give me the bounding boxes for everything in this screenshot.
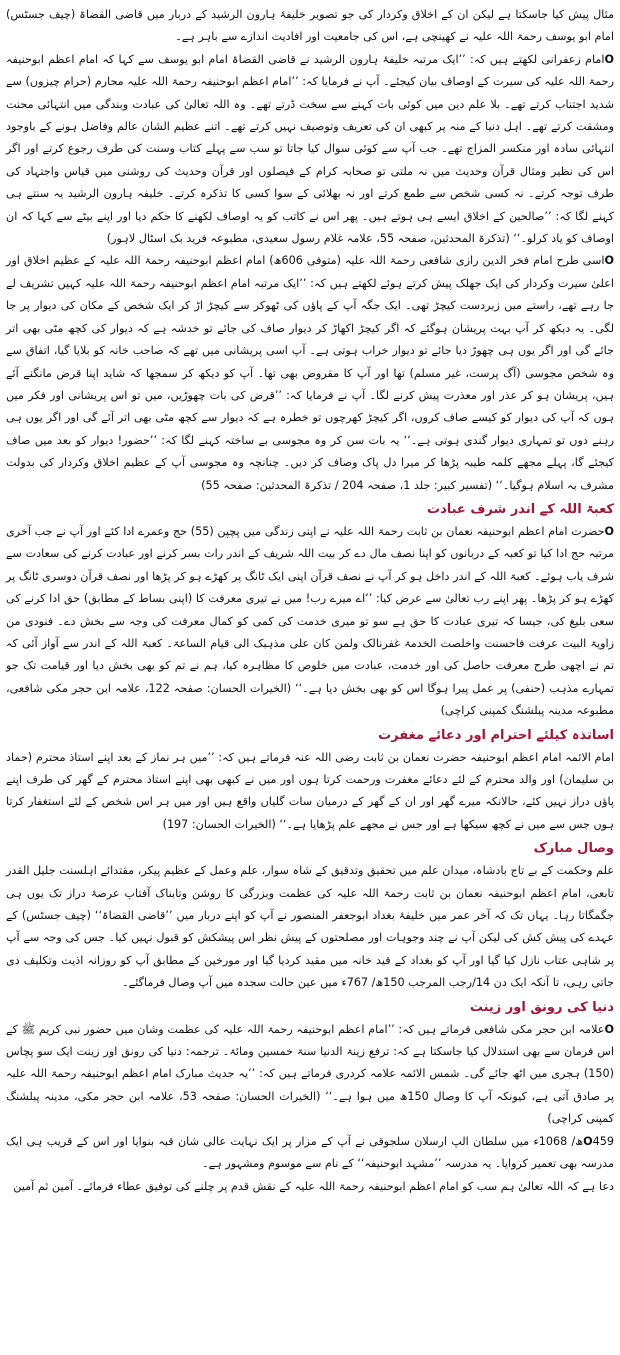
asatiza-paragraph	[6, 747, 614, 837]
paragraph-text: علم وحکمت کے بے تاج بادشاہ، میدان علم میں تحقیق وتدقیق کے شاہ سوار، علم وعمل کے عظیم پیکر، مقتدائے اہلسنت جلیل القدر تابعی، امام اعظم ابوحنیفہ نعمان بن ثابت رحمۃ اللہ علیہ کی عظمت وبزرگی کا روشن وتابناک آفتاب عرصۂ دراز تک یوں ہی جگمگاتا رہا۔ یہاں تک کہ آخر عمر میں خلیفۂ بغداد ابوجعفر المنصور نے آپ کو اپنے دربار میں ’’قاضی القضاۃ‘‘ (چیف جسٹس) کے عہدے کی پیش کش کی لیکن آپ نے چند وجوہات اور مصلحتوں کے پیش نظر اس پیشکش کو قبول نہیں کیا۔ جس کی وجہ سے آپ پر شاہی عتاب نازل کیا گیا اور آپ کو بغداد کے قید خانہ میں مقید کردیا گیا اور مورخین کے مطابق آپ کو روزانہ اذیت وتکلیف دی جاتی رہی، تا آنکہ ایک دن 14/رجب المرجب 150ھ/ 767ء میں عین حالت سجدہ میں آپ وصال فرماگئے۔	[6, 864, 614, 990]
heading-kaaba: کعبۃ اللہ کے اندر شرف عبادت	[427, 501, 614, 517]
bullet-ring-icon: O	[604, 1022, 614, 1036]
zafrani-paragraph	[6, 49, 614, 251]
paragraph-text: 459ھ/ 1068ء میں سلطان الپ ارسلان سلجوقی نے آپ کے مزار پر ایک نہایت عالی شان قبہ بنوایا اور اس کے قریب ہی ایک مدرسہ بھی تعمیر کروایا۔ یہ مدرسہ ’’مشہد ابوحنیفہ‘‘ کے نام سے موسوم ومشہور ہے۔	[6, 1134, 614, 1171]
heading-wisal: وصال مبارک	[533, 841, 614, 857]
dua-paragraph	[6, 1176, 614, 1198]
paragraph-text: مثال پیش کیا جاسکتا ہے لیکن ان کے اخلاق وکردار کی جو تصویر خلیفۂ ہارون الرشید کے دربار میں قاضی القضاۃ (چیف جسٹس) امام ابو یوسف رحمۃ اللہ علیہ نے کھینچی ہے، اس کی جامعیت اور افادیت اندازے سے باہر ہے۔	[6, 8, 614, 44]
paragraph-text: حضرت امام اعظم ابوحنیفہ نعمان بن ثابت رحمۃ اللہ علیہ نے اپنی زندگی میں پچپن (55) حج وعمرے ادا کئے اور آپ نے جب آخری مرتبہ حج ادا کیا تو کعبہ کے دربانوں کو اپنا نصف مال دے کر بیت اللہ شریف کے اندر رات بسر کرنے اور عبادت کرنے کی سعادت سے شرف یاب ہوئے۔ کعبۃ اللہ کے اندر داخل ہو کر آپ نے نصف قرآن اپنی ایک ٹانگ پر کھڑے ہو کر پڑھا اور نصف قرآن دوسری ٹانگ پر کھڑے ہو کر پڑھا۔ پھر اپنے رب تعالیٰ سے عرض کیا: ’’اے میرے رب! میں نے تیری معرفت کا (اپنی بساط کے مطابق) حق ادا کرنے کی سعی بلیغ کی، جیسا کہ تیری عبادت کا حق ہے سو تو میری خدمت کی کمی کو کمال معرفت کی وجہ سے بخش دے۔ فنودی من زاویۃ البیت عرفت فاحسنت واخلصت الخدمۃ غفرنالک ولمن کان علی مذہبک الی قیام الساعۃ۔ کعبۃ اللہ کے اندر سے آواز آئی کہ تم نے اچھی طرح معرفت حاصل کی اور خدمت، عبادت میں خلوص کا مظاہرہ کیا، ہم نے تم کو بھی بخش دیا اور قیامت تک جو تمہارے مذہب (حنفی) پر عمل پیرا ہوگا اس کو بھی بخش دیا ہے۔‘‘ (الخیرات الحسان: صفحہ 122، علامہ ابن حجر مکی شافعی، مطبوعہ مدینہ پبلشنگ کمپنی کراچی)	[6, 524, 614, 718]
bullet-ring-icon: O	[604, 254, 614, 268]
ibn-hajar-paragraph	[6, 1019, 614, 1131]
intro-paragraph	[6, 4, 614, 49]
paragraph-text: علامہ ابن حجر مکی شافعی فرماتے ہیں کہ: ’’امام اعظم ابوحنیفہ رحمۃ اللہ علیہ کی عظمت وشان میں حضور نبی کریم ﷺ کے اس فرمان سے بھی استدلال کیا جاسکتا ہے کہ: ترفع زینۃ الدنیا سنۃ خمسین ومائۃ۔ ترجمہ: دنیا کی رونق اور زینت ایک سو پچاس (150) ہجری میں اٹھ جائے گی۔ شمس الائمہ علامہ کردری فرماتے ہیں کہ: ’’یہ حدیث مبارک امام اعظم ابوحنیفہ رحمۃ اللہ علیہ پر صادق آتی ہے، کیونکہ آپ کا وصال 150ھ میں ہوا ہے۔‘‘ (الخیرات الحسان: صفحہ 53، علامہ ابن حجر مکی، مدینہ پبلشنگ کمپنی کراچی)	[6, 1022, 615, 1126]
bullet-ring-icon: O	[604, 524, 614, 538]
heading-duniya: دنیا کی رونق اور زینت	[469, 999, 614, 1015]
razi-paragraph	[6, 250, 614, 496]
paragraph-text: امام زعفرانی لکھتے ہیں کہ: ’’ایک مرتبہ خلیفۂ ہارون الرشید نے قاضی القضاۃ امام ابو یوسف سے کہا کہ امام اعظم ابوحنیفہ رحمۃ اللہ علیہ کی سیرت کے اوصاف بیان کیجئے۔ آپ نے فرمایا کہ: ’’امام اعظم ابوحنیفہ رحمۃ اللہ علیہ محارم (حرام چیزوں) سے شدید اجتناب کرتے تھے۔ بلا علم دین میں کوئی بات کہنے سے سخت ڈرتے تھے۔ وہ اللہ تعالیٰ کی عبادت وبندگی میں انتہائی محنت ومشقت کرتے تھے۔ اہل دنیا کے منہ پر کبھی ان کی تعریف وتوصیف نہیں کرتے تھے۔ اتنے عظیم الشان عالم وفاضل ہونے کے باوجود انتہائی سادہ اور منکسر المزاج تھے۔ جب آپ سے کوئی سوال کیا جاتا تو سب سے پہلے کتاب وسنت کی طرف رجوع کرتے اور اگر اس کی نظیر ومثال قرآن وحدیث میں نہ ملتی تو صحابہ کرام کے فیصلوں اور قرآن وحدیث کی روشنی میں قیاس واجتہاد کی طرف توجہ کرتے۔ نہ کسی شخص سے طمع کرتے اور نہ بھلائی کے سوا کسی کا تذکرہ کرتے۔ خلیفہ ہارون الرشید یہ سنتے ہی کہنے لگا کہ: ’’صالحین کے اخلاق ایسے ہی ہوتے ہیں۔ پھر اس نے کاتب کو یہ اوصاف لکھنے کا حکم دیا اور اپنے بیٹے سے کہا کہ ان اوصاف کو یاد کرلو۔‘‘ (تذکرۃ المحدثین، صفحہ 55، علامہ غلام رسول سعیدی، مطبوعہ فرید بک اسٹال لاہور)	[6, 52, 614, 246]
bullet-ring-icon: O	[604, 52, 614, 66]
article-page	[6, 0, 614, 1198]
paragraph-text: اسی طرح امام فخر الدین رازی شافعی رحمۃ اللہ علیہ (متوفی 606ھ) امام اعظم ابوحنیفہ رحمۃ اللہ علیہ کے عظیم اخلاق اور اعلیٰ سیرت وکردار کی ایک جھلک پیش کرتے ہوئے لکھتے ہیں کہ: ’’ایک مرتبہ امام اعظم ابوحنیفہ رحمۃ اللہ علیہ کہیں تشریف لے جا رہے تھے، راستے میں زبردست کیچڑ تھی۔ ایک جگہ آپ کے پاؤں کی ٹھوکر سے کیچڑ اڑ کر ایک شخص کے مکان کی دیوار پر جا لگی۔ یہ دیکھ کر آپ بہت پریشان ہوگئے کہ اگر کیچڑ اکھاڑ کر دیوار صاف کی جائے تو خدشہ ہے کہ دیوار کی کچھ مٹی بھی اتر جائے گی اور اگر یوں ہی چھوڑ دیا جائے تو دیوار خراب ہوتی ہے۔ آپ اسی پریشانی میں تھے کہ صاحب خانہ کو بلایا گیا، اتفاق سے وہ شخص مجوسی (آگ پرست، غیر مسلم) تھا اور آپ کا مقروض بھی تھا۔ آپ کو دیکھ کر سمجھا کہ شاید اپنا قرض مانگنے آئے ہیں، پریشان ہو کر عذر اور معذرت پیش کرنے لگا۔ آپ نے فرمایا کہ: ’’قرض کی بات چھوڑیں، میں تو اس پریشانی اور فکر میں ہوں کہ آپ کی دیوار کو کیسے صاف کروں، اگر کیچڑ کھرچوں تو خطرہ ہے کہ دیوار سے کچھ مٹی بھی اتر آئے گی اور اگر یوں ہی رہنے دوں تو تمہاری دیوار گندی ہوتی ہے۔‘‘ یہ بات سن کر وہ مجوسی بے ساختہ کہنے لگا کہ: ’’حضور! دیوار کو بعد میں صاف کیجئے گا، پہلے مجھے کلمہ طیبہ پڑھا کر میرا دل پاک وصاف کر دیں۔ چنانچہ وہ مجوسی آپ کے عظیم اخلاق وکردار کی بدولت مشرف بہ اسلام ہوگیا۔‘‘ (تفسیر کبیر: جلد 1، صفحہ 204 / تذکرۃ المحدثین: صفحہ 55)	[6, 254, 614, 492]
paragraph-text: دعا ہے کہ اللہ تعالیٰ ہم سب کو امام اعظم ابوحنیفہ رحمۃ اللہ علیہ کے نقش قدم پر چلنے کی توفیق عطاء فرمائے۔ آمین ثم آمین	[13, 1179, 614, 1193]
mazar-paragraph	[6, 1131, 614, 1176]
bullet-ring-icon: O	[583, 1134, 593, 1148]
heading-asatiza: اساتذہ کیلئے احترام اور دعائے مغفرت	[378, 727, 614, 743]
wisal-paragraph	[6, 860, 614, 994]
kaaba-paragraph	[6, 521, 614, 723]
paragraph-text: امام الائمہ امام اعظم ابوحنیفہ حضرت نعمان بن ثابت رضی اللہ عنہ فرماتے ہیں کہ: ’’میں ہر نماز کے بعد اپنے استاذ محترم (حماد بن سلیمان) اور والد محترم کے لئے دعائے مغفرت ورحمت کرتا ہوں اور میں نے کبھی بھی اپنے استاذ محترم کے گھر کی طرف اپنے پاؤں دراز نہیں کئے، حالانکہ میرے گھر اور ان کے گھر کے درمیان سات گلیاں واقع ہیں اور میں ہر اس شخص کے لئے استغفار کرتا ہوں جس سے میں نے کچھ سیکھا ہے اور جس نے مجھے علم پڑھایا ہے۔‘‘ (الخیرات الحسان: 197)	[6, 750, 614, 831]
